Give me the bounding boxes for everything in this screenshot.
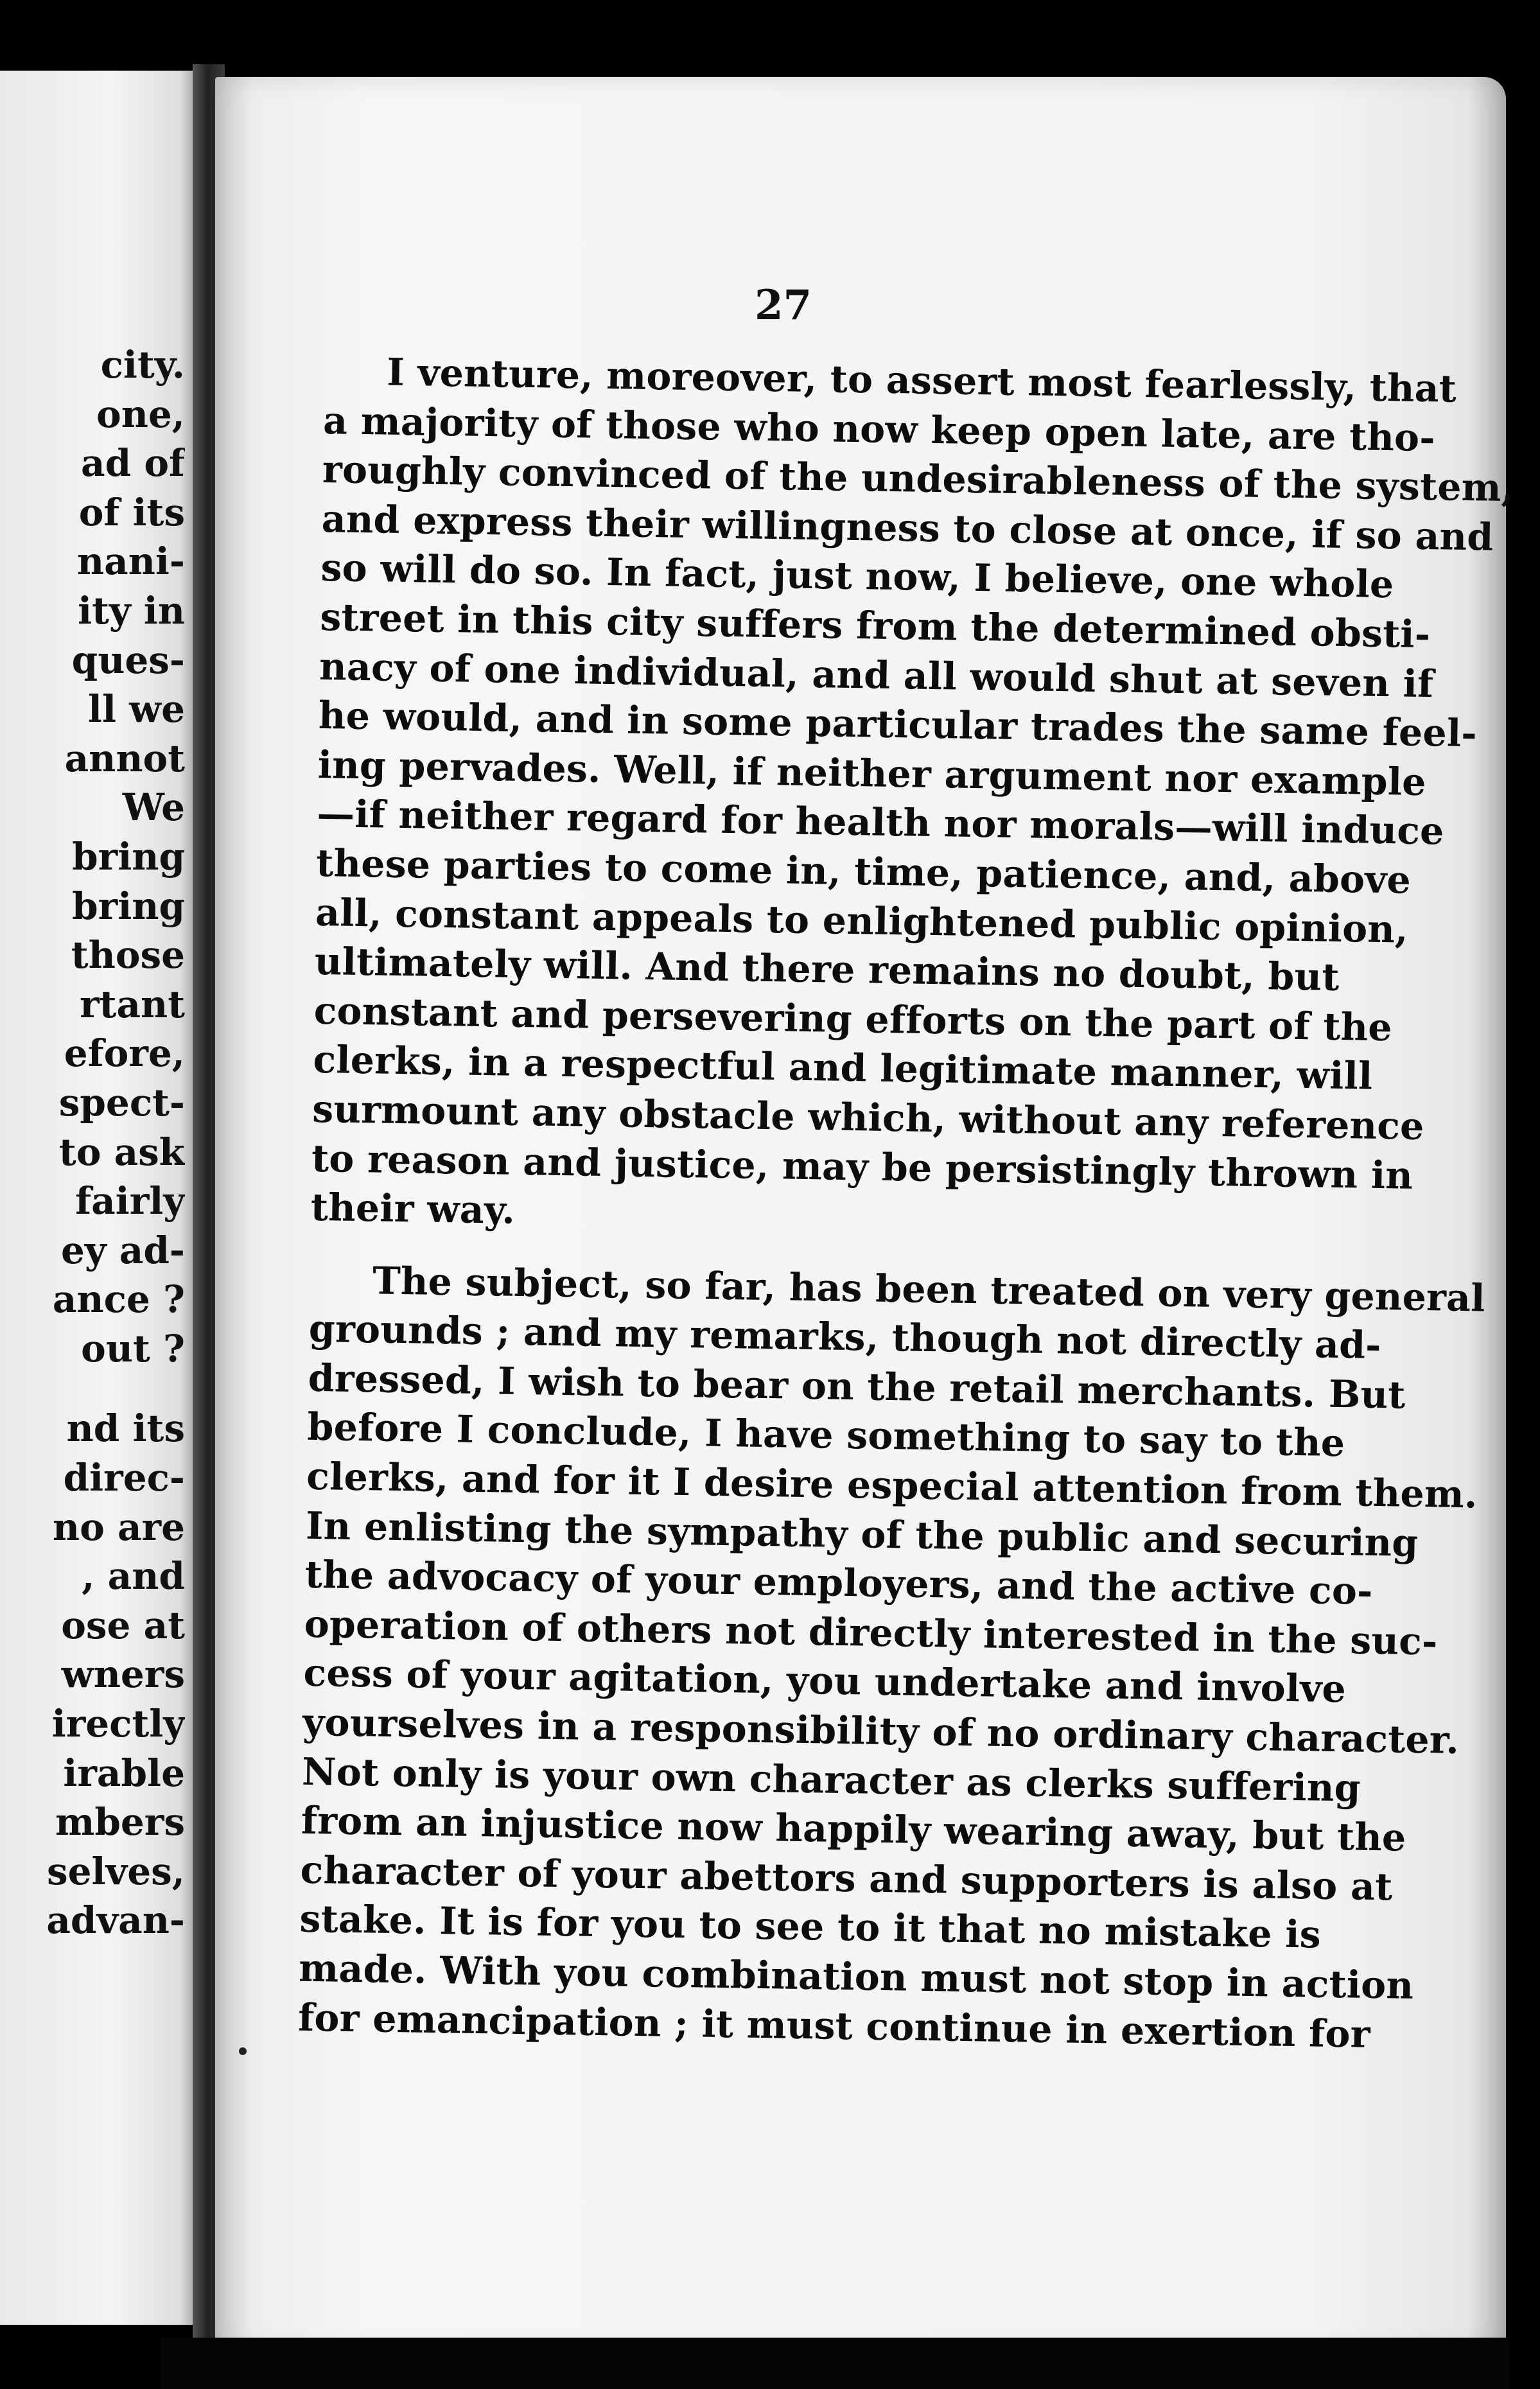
text-line: made. With you combination must not stop in action	[298, 1945, 1414, 2008]
previous-page-text-fragments	[0, 340, 185, 1945]
previous-page-line: ance ?	[52, 1277, 185, 1322]
text-line: —if neither regard for health nor morals—will induce	[317, 791, 1445, 853]
text-line: these parties to come in, time, patience, and, above	[315, 840, 1412, 902]
text-line: grounds ; and my remarks, though not directly ad-	[308, 1306, 1382, 1368]
paragraph	[310, 347, 1515, 1247]
previous-page-line: ey ad-	[60, 1228, 185, 1272]
previous-page-line: ll we	[87, 687, 185, 731]
previous-page-line: efore,	[64, 1031, 185, 1076]
text-line: and express their willingness to close at once, if so and	[321, 496, 1494, 559]
previous-page-line: of its	[78, 490, 185, 534]
text-line: for emancipation ; it must continue in exertion for	[297, 1995, 1371, 2056]
previous-page-line: ques-	[71, 638, 185, 682]
previous-page-line: irectly	[51, 1702, 185, 1746]
previous-page-line: mbers	[55, 1800, 185, 1844]
text-line: yourselves in a responsibility of no ordinary character.	[302, 1699, 1460, 1763]
text-line: Not only is your own character as clerks suffering	[301, 1749, 1361, 1810]
previous-page-line: bring	[72, 834, 185, 879]
page-body-text	[297, 347, 1515, 2058]
previous-page-line: direc-	[63, 1456, 185, 1500]
previous-page-line: , and	[82, 1554, 185, 1598]
previous-page-line: no are	[52, 1505, 185, 1549]
text-line: nacy of one individual, and all would shut at seven if	[319, 643, 1434, 706]
text-line: ing pervades. Well, if neither argument nor example	[317, 742, 1427, 804]
previous-page-line: annot	[64, 736, 185, 780]
previous-page-line: ad of	[81, 441, 185, 486]
previous-page-edge	[0, 71, 204, 2325]
paragraph	[297, 1256, 1486, 2058]
previous-page-line: selves,	[46, 1849, 185, 1893]
text-line: stake. It is for you to see to it that no mistake is	[299, 1896, 1322, 1957]
text-line: surmount any obstacle which, without any reference	[311, 1086, 1425, 1148]
previous-page-line: irable	[63, 1751, 185, 1795]
previous-page-line: nani-	[76, 539, 185, 584]
previous-page-line: wners	[61, 1652, 185, 1697]
text-line: to reason and justice, may be persistingly thrown in	[311, 1135, 1413, 1198]
previous-page-line: rtant	[80, 982, 185, 1026]
text-line: clerks, in a respectful and legitimate manner, will	[313, 1037, 1373, 1099]
previous-page-line: spect-	[58, 1080, 185, 1124]
text-line: all, constant appeals to enlightened public opinion,	[315, 889, 1409, 952]
text-line: In enlisting the sympathy of the public and securing	[305, 1503, 1419, 1565]
page-number: 27	[755, 281, 812, 329]
previous-page-line: fairly	[75, 1179, 185, 1223]
text-line: The subject, so far, has been treated on very general	[372, 1258, 1486, 1320]
text-line: dressed, I wish to bear on the retail merchants. But	[308, 1355, 1406, 1417]
previous-page-line: city.	[100, 343, 185, 387]
ink-speck	[239, 2047, 247, 2055]
text-line: clerks, and for it I desire especial attention from them.	[306, 1453, 1478, 1517]
text-line: their way.	[310, 1184, 516, 1232]
fragment-spacer	[0, 1373, 185, 1404]
text-line: constant and persevering efforts on the part of the	[313, 988, 1393, 1049]
previous-page-line: out ?	[81, 1326, 185, 1370]
previous-page-line: ose at	[61, 1603, 185, 1647]
previous-page-line: bring	[72, 884, 185, 928]
previous-page-line: those	[71, 933, 185, 977]
previous-page-line: one,	[96, 392, 185, 436]
text-line: roughly convinced of the undesirableness of the system,	[322, 447, 1515, 511]
previous-page-line: nd its	[66, 1406, 185, 1451]
text-line: street in this city suffers from the determined obsti-	[319, 594, 1431, 657]
previous-page-line: We	[122, 785, 185, 830]
text-line: the advocacy of your employers, and the active co-	[304, 1552, 1374, 1614]
scan-bottom-border	[161, 2338, 1509, 2389]
text-line: from an injustice now happily wearing away, but the	[301, 1798, 1406, 1860]
previous-page-line: to ask	[58, 1130, 185, 1174]
previous-page-line: advan-	[46, 1898, 185, 1943]
text-line: before I conclude, I have something to say to the	[307, 1405, 1345, 1466]
text-line: ultimately will. And there remains no doubt, but	[314, 939, 1340, 1000]
text-line: a majority of those who now keep open late, are tho-	[322, 398, 1436, 460]
text-line: cess of your agitation, you undertake and involve	[303, 1650, 1347, 1711]
text-line: I venture, moreover, to assert most fearlessly, that	[386, 349, 1457, 411]
text-line: he would, and in some particular trades the same feel-	[318, 693, 1478, 756]
text-line: operation of others not directly interested in the suc-	[304, 1601, 1439, 1664]
text-line: so will do so. In fact, just now, I believe, one whole	[320, 545, 1394, 607]
text-line: character of your abettors and supporters is also at	[300, 1847, 1393, 1909]
previous-page-line: ity in	[78, 588, 185, 633]
